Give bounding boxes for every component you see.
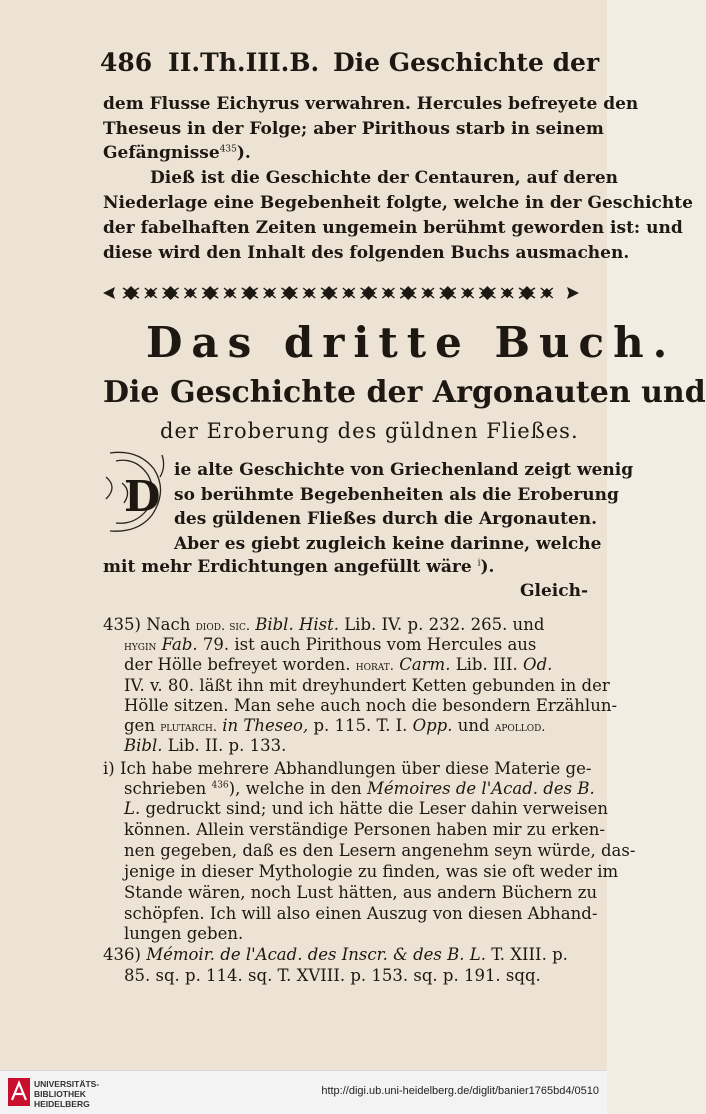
footnote-line: Bibl. Lib. II. p. 133. — [124, 736, 287, 755]
footnote-line: jenige in dieser Mythologie zu finden, was sie oft weder im — [124, 862, 619, 881]
ornament-glyph — [541, 288, 553, 298]
body-line: der fabelhaften Zeiten ungemein berühmt geworden ist: und — [103, 218, 683, 238]
footnote-line: Stande wären, noch Lust hätten, aus andern Büchern zu — [124, 883, 598, 902]
ornament-glyph — [184, 288, 196, 298]
footnote-line: schöpfen. Ich will also einen Auszug von diesen Abhand- — [124, 904, 598, 923]
ornament-glyph — [519, 287, 535, 299]
ornament-glyph — [479, 287, 495, 299]
footnote-line: 435) Nach diod. sic. Bibl. Hist. Lib. IV. p. 232. 265. und — [103, 615, 545, 634]
running-title: Die Geschichte der — [333, 48, 600, 77]
footnote-ref: 436 — [211, 780, 229, 791]
footnote-line: nen gegeben, daß es den Lesern angenehm seyn würde, das- — [124, 841, 636, 860]
library-logo-icon — [8, 1078, 30, 1106]
ornament-glyph — [202, 287, 218, 299]
intro-line: des güldenen Fließes durch die Argonauten. — [174, 509, 598, 529]
intro-line: mit mehr Erdichtungen angefüllt wäre $^i$). — [103, 557, 495, 577]
footnote-line: gen plutarch. in Theseo, p. 115. T. I. Opp. und apollod. — [124, 716, 546, 735]
footnote-line: i) Ich habe mehrere Abhandlungen über diese Materie ge- — [103, 759, 592, 778]
ornament-glyph — [281, 287, 297, 299]
ornament-glyph — [123, 287, 139, 299]
ornament-glyph — [145, 288, 157, 298]
ornament-glyph — [361, 287, 377, 299]
footnote-line: L. gedruckt sind; und ich hätte die Leser dahin verweisen — [124, 799, 609, 818]
chapter-title: Die Geschichte der Argonauten und — [103, 375, 706, 410]
ornament-glyph — [264, 288, 276, 298]
chapter-subtitle: der Eroberung des güldnen Fließes. — [160, 419, 579, 443]
catchword: Gleich- — [520, 581, 589, 601]
drop-cap-initial — [102, 447, 172, 537]
ornament-glyph — [462, 288, 474, 298]
ornament-glyph — [224, 288, 236, 298]
intro-line: so berühmte Begebenheiten als die Eroberung — [174, 485, 619, 505]
body-line: Gefängnisse$^{435}$). — [103, 143, 251, 163]
ornament-glyph — [343, 288, 355, 298]
ornament-glyph — [400, 287, 416, 299]
footnote-ref: 435 — [219, 144, 237, 155]
page-number: 486 — [100, 48, 153, 77]
intro-line: Aber es giebt zugleich keine darinne, welche — [174, 534, 602, 554]
footnote-line: der Hölle befreyet worden. horat. Carm. Lib. III. Od. — [124, 655, 553, 674]
footnote-line: lungen geben. — [124, 924, 244, 943]
ornament-glyph — [501, 288, 513, 298]
body-line: diese wird den Inhalt des folgenden Buchs ausmachen. — [103, 243, 630, 263]
ornament-glyph — [242, 287, 258, 299]
footnote-line: hygin Fab. 79. ist auch Pirithous vom Hercules aus — [124, 635, 537, 654]
viewer-footer — [0, 1070, 607, 1114]
ornament-glyph — [422, 288, 434, 298]
ornament-divider-icon — [103, 283, 579, 303]
body-line: Dieß ist die Geschichte der Centauren, auf deren — [150, 168, 619, 188]
body-line: dem Flusse Eichyrus verwahren. Hercules befreyete den — [103, 94, 639, 114]
ornament-glyph — [163, 287, 179, 299]
intro-line: ie alte Geschichte von Griechenland zeigt wenig — [174, 460, 634, 480]
ornament-glyph — [321, 287, 337, 299]
footnote-line: können. Allein verständige Personen haben mir zu erken- — [124, 820, 605, 839]
footnote-line: 85. sq. p. 114. sq. T. XVIII. p. 153. sq. p. 191. sqq. — [124, 966, 541, 985]
library-name: UNIVERSITÄTS- BIBLIOTHEK HEIDELBERG — [34, 1079, 100, 1109]
svg-text:D: D — [124, 472, 161, 521]
ornament-glyph — [303, 288, 315, 298]
ornament-glyph — [382, 288, 394, 298]
book-title: Das dritte Buch. — [146, 318, 677, 367]
footnote-line: IV. v. 80. läßt ihn mit dreyhundert Ketten gebunden in der — [124, 676, 610, 695]
footnote-ref: i — [477, 558, 481, 569]
body-line: Theseus in der Folge; aber Pirithous starb in seinem — [103, 119, 604, 139]
running-head: II.Th.III.B. — [168, 48, 320, 77]
footnote-line: 436) Mémoir. de l'Acad. des Inscr. & des B. L. T. XIII. p. — [103, 945, 568, 964]
footnote-line: schrieben $^{436}$), welche in den Mémoires de l'Acad. des B. — [124, 779, 595, 798]
ornament-glyph — [440, 287, 456, 299]
body-line: Niederlage eine Begebenheit folgte, welche in der Geschichte — [103, 193, 693, 213]
footnote-line: Hölle sitzen. Man sehe auch noch die besondern Erzählun- — [124, 696, 618, 715]
page-url-link[interactable]: http://digi.ub.uni-heidelberg.de/diglit/banier1765bd4/0510 — [321, 1085, 599, 1097]
